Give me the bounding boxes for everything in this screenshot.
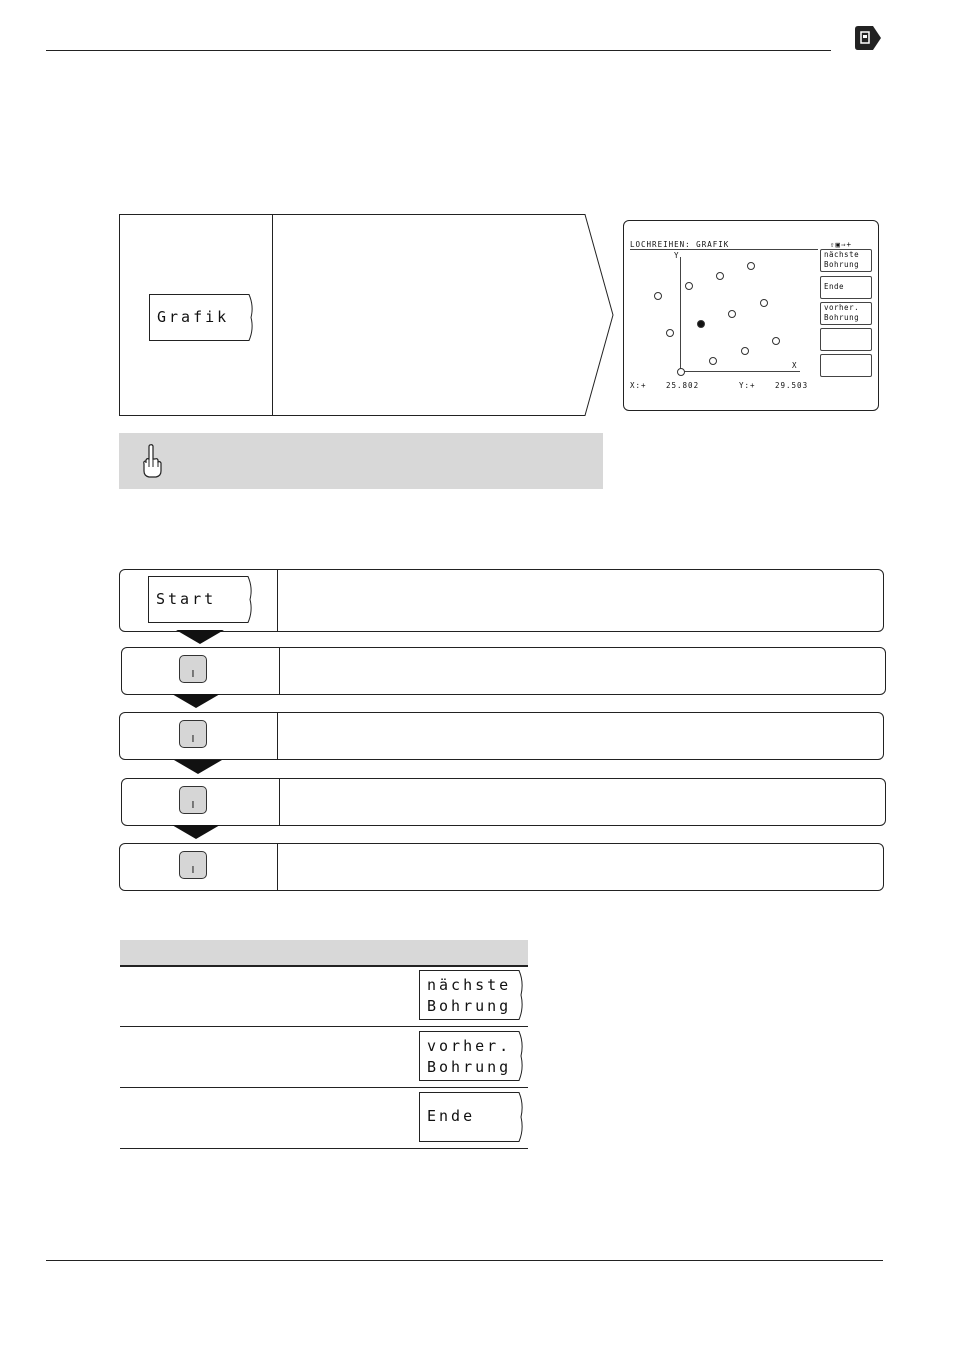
- y-coordinate-value: 29.503: [775, 381, 809, 390]
- flow-arrow-down: [172, 694, 220, 708]
- table-header: [120, 940, 528, 965]
- plot-x-axis: [680, 371, 800, 372]
- plot-y-axis: [680, 257, 681, 371]
- end-softkey[interactable]: [419, 1092, 525, 1142]
- next-hole-softkey-line1: nächste: [427, 976, 512, 994]
- flow-arrow-down: [176, 630, 224, 644]
- screen-status-icons: ⇧▣⇒+: [830, 240, 853, 249]
- next-hole-softkey-line2: Bohrung: [427, 997, 512, 1015]
- header-rule: [46, 50, 831, 51]
- key-i-button[interactable]: [179, 786, 207, 814]
- screen-softkey-line1: nächste: [824, 250, 860, 259]
- screen-softkey-next-hole[interactable]: [820, 249, 872, 272]
- x-coordinate-value: 25.802: [666, 381, 700, 390]
- hole-marker: [666, 329, 674, 337]
- chapter-tab-icon: [853, 25, 883, 51]
- key-i-button[interactable]: [179, 720, 207, 748]
- screen-softkey-line2: Bohrung: [824, 260, 860, 269]
- next-hole-softkey[interactable]: [419, 970, 525, 1020]
- display-screen: [623, 220, 879, 411]
- table-bottom-rule: [120, 1148, 528, 1149]
- screen-softkey-end[interactable]: [820, 276, 872, 299]
- screen-softkey-empty[interactable]: [820, 328, 872, 351]
- flow-divider: [277, 570, 278, 631]
- key-i-glyph: I: [191, 669, 195, 680]
- previous-hole-softkey-line1: vorher.: [427, 1037, 512, 1055]
- x-coordinate-label: X:+: [630, 381, 647, 390]
- table-row-rule: [120, 1087, 528, 1088]
- flow-divider: [277, 844, 278, 890]
- note-bar: [119, 433, 603, 489]
- flow-divider: [277, 713, 278, 759]
- plot-origin-marker: [677, 368, 685, 376]
- flow-arrow-down: [174, 760, 222, 774]
- start-softkey[interactable]: [148, 576, 254, 623]
- table-header-rule: [120, 965, 528, 967]
- flow-step-2: [121, 647, 886, 695]
- previous-hole-softkey-line2: Bohrung: [427, 1058, 512, 1076]
- key-i-button[interactable]: [179, 851, 207, 879]
- start-softkey-label: Start: [156, 590, 217, 608]
- hole-marker: [741, 347, 749, 355]
- flow-divider: [279, 648, 280, 694]
- hole-marker: [772, 337, 780, 345]
- hole-marker: [747, 262, 755, 270]
- table-row-rule: [120, 1026, 528, 1027]
- previous-hole-softkey[interactable]: [419, 1031, 525, 1081]
- screen-softkey-previous-hole[interactable]: [820, 302, 872, 325]
- hole-marker: [685, 282, 693, 290]
- hole-marker: [728, 310, 736, 318]
- hole-marker: [760, 299, 768, 307]
- hole-marker: [716, 272, 724, 280]
- screen-softkey-line1: vorher.: [824, 303, 860, 312]
- flow-step-4: [121, 778, 886, 826]
- key-i-glyph: I: [191, 800, 195, 811]
- key-i-glyph: I: [191, 865, 195, 876]
- grafik-softkey-label: Grafik: [157, 308, 230, 326]
- flow-arrow-down: [172, 825, 220, 839]
- screen-title: LOCHREIHEN: GRAFIK: [630, 240, 730, 249]
- end-softkey-label: Ende: [427, 1107, 476, 1125]
- y-coordinate-label: Y:+: [739, 381, 756, 390]
- hole-marker-current: [697, 320, 705, 328]
- hole-marker: [709, 357, 717, 365]
- screen-softkey-line1: Ende: [824, 282, 845, 291]
- plot-y-label: Y: [674, 251, 680, 260]
- hand-pointer-icon: [139, 443, 165, 479]
- screen-softkey-empty[interactable]: [820, 354, 872, 377]
- flow-divider: [279, 779, 280, 825]
- footer-rule: [46, 1260, 883, 1261]
- hole-marker: [654, 292, 662, 300]
- screen-title-rule: [630, 249, 818, 250]
- flow-step-3: [119, 712, 884, 760]
- screen-softkey-line2: Bohrung: [824, 313, 860, 322]
- key-i-glyph: I: [191, 734, 195, 745]
- key-i-button[interactable]: [179, 655, 207, 683]
- flow-step-5: [119, 843, 884, 891]
- grafik-softkey[interactable]: [149, 294, 255, 341]
- plot-x-label: X: [792, 361, 798, 370]
